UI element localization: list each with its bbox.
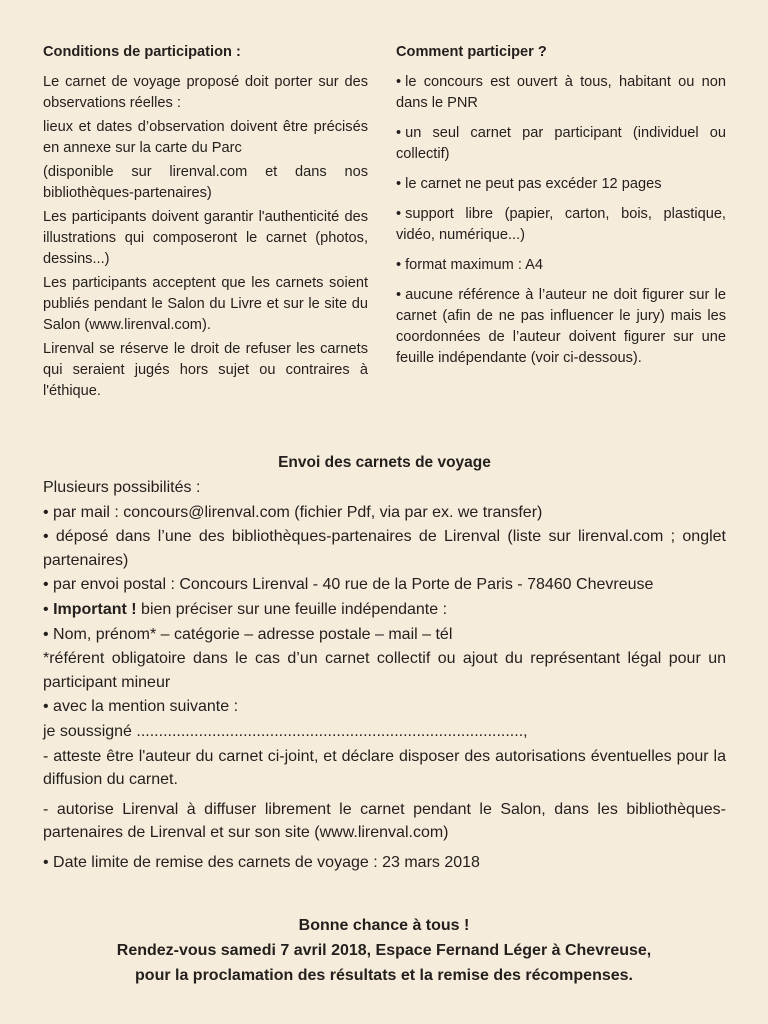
bullet-icon: • bbox=[396, 206, 402, 222]
bullet-icon: • bbox=[396, 74, 402, 90]
comment-list bbox=[396, 72, 726, 369]
envoi-date-limite: • Date limite de remise des carnets de voyage : 23 mars 2018 bbox=[43, 853, 480, 871]
bullet-icon: • bbox=[396, 257, 402, 273]
envoi-section bbox=[43, 452, 726, 876]
conditions-paragraph: Lirenval se réserve le droit de refuser les carnets qui seraient jugés hors sujet ou contraires à l'éthique. bbox=[43, 341, 368, 399]
list-item: • le carnet ne peut pas excéder 12 pages bbox=[396, 176, 662, 192]
envoi-mention: • avec la mention suivante : bbox=[43, 698, 239, 716]
envoi-atteste: - atteste être l'auteur du carnet ci-joint, et déclare disposer des autorisations éventuelles pour la diffusion du carnet. bbox=[43, 747, 726, 789]
closing-section bbox=[0, 913, 768, 988]
conditions-paragraph: Le carnet de voyage proposé doit porter sur des observations réelles : bbox=[43, 74, 368, 111]
conditions-paragraph: (disponible sur lirenval.com et dans nos bibliothèques-partenaires) bbox=[43, 164, 368, 201]
envoi-autorise: - autorise Lirenval à diffuser librement le carnet pendant le Salon, dans les bibliothèques-partenaires de Lirenval et sur son site (www.lirenval.com) bbox=[43, 800, 726, 842]
envoi-important: • Important ! bien préciser sur une feuille indépendante : bbox=[43, 600, 448, 618]
envoi-mail: • par mail : concours@lirenval.com (fichier Pdf, via par ex. we transfer) bbox=[43, 503, 543, 521]
envoi-postal: • par envoi postal : Concours Lirenval - 40 rue de la Porte de Paris - 78460 Chevreuse bbox=[43, 576, 654, 594]
bullet-icon: • bbox=[396, 125, 402, 141]
conditions-paragraph: Les participants doivent garantir l'authenticité des illustrations qui composeront le carnet (photos, dessins...) bbox=[43, 209, 368, 267]
list-item: • support libre (papier, carton, bois, plastique, vidéo, numérique...) bbox=[396, 206, 726, 243]
envoi-intro: Plusieurs possibilités : bbox=[43, 479, 201, 496]
list-item: • format maximum : A4 bbox=[396, 257, 543, 273]
closing-line-1: Bonne chance à tous ! bbox=[298, 917, 470, 934]
closing-line-2: Rendez-vous samedi 7 avril 2018, Espace Fernand Léger à Chevreuse, bbox=[116, 942, 652, 959]
closing-line-3: pour la proclamation des résultats et la remise des récompenses. bbox=[135, 967, 633, 984]
envoi-referent: *référent obligatoire dans le cas d’un carnet collectif ou ajout du représentant légal pour un participant mineur bbox=[43, 650, 726, 691]
conditions-paragraph: Les participants acceptent que les carnets soient publiés pendant le Salon du Livre et sur le site du Salon (www.lirenval.com). bbox=[43, 275, 368, 333]
list-item: • le concours est ouvert à tous, habitant ou non dans le PNR bbox=[396, 74, 726, 111]
envoi-nom: • Nom, prénom* – catégorie – adresse postale – mail – tél bbox=[43, 625, 453, 643]
bullet-icon: • bbox=[396, 176, 402, 192]
comment-heading: Comment participer ? bbox=[396, 44, 547, 60]
envoi-depose: • déposé dans l’une des bibliothèques-partenaires de Lirenval (liste sur lirenval.com ; onglet partenaires) bbox=[43, 528, 726, 569]
envoi-soussigne: je soussigné ......................................................................................., bbox=[43, 722, 528, 740]
envoi-heading: Envoi des carnets de voyage bbox=[278, 454, 491, 471]
conditions-section bbox=[43, 42, 368, 405]
bullet-icon: • bbox=[396, 287, 402, 303]
list-item: • aucune référence à l’auteur ne doit figurer sur le carnet (afin de ne pas influencer le jury) mais les coordonnées de l’auteur doivent figurer sur une feuille indépendante (voir ci-dessous). bbox=[396, 287, 726, 366]
list-item: • un seul carnet par participant (individuel ou collectif) bbox=[396, 125, 726, 162]
comment-participer-section bbox=[396, 42, 726, 378]
conditions-heading: Conditions de participation : bbox=[43, 44, 241, 60]
conditions-paragraph: lieux et dates d’observation doivent être précisés en annexe sur la carte du Parc bbox=[43, 119, 368, 156]
important-label: Important ! bbox=[53, 600, 137, 618]
